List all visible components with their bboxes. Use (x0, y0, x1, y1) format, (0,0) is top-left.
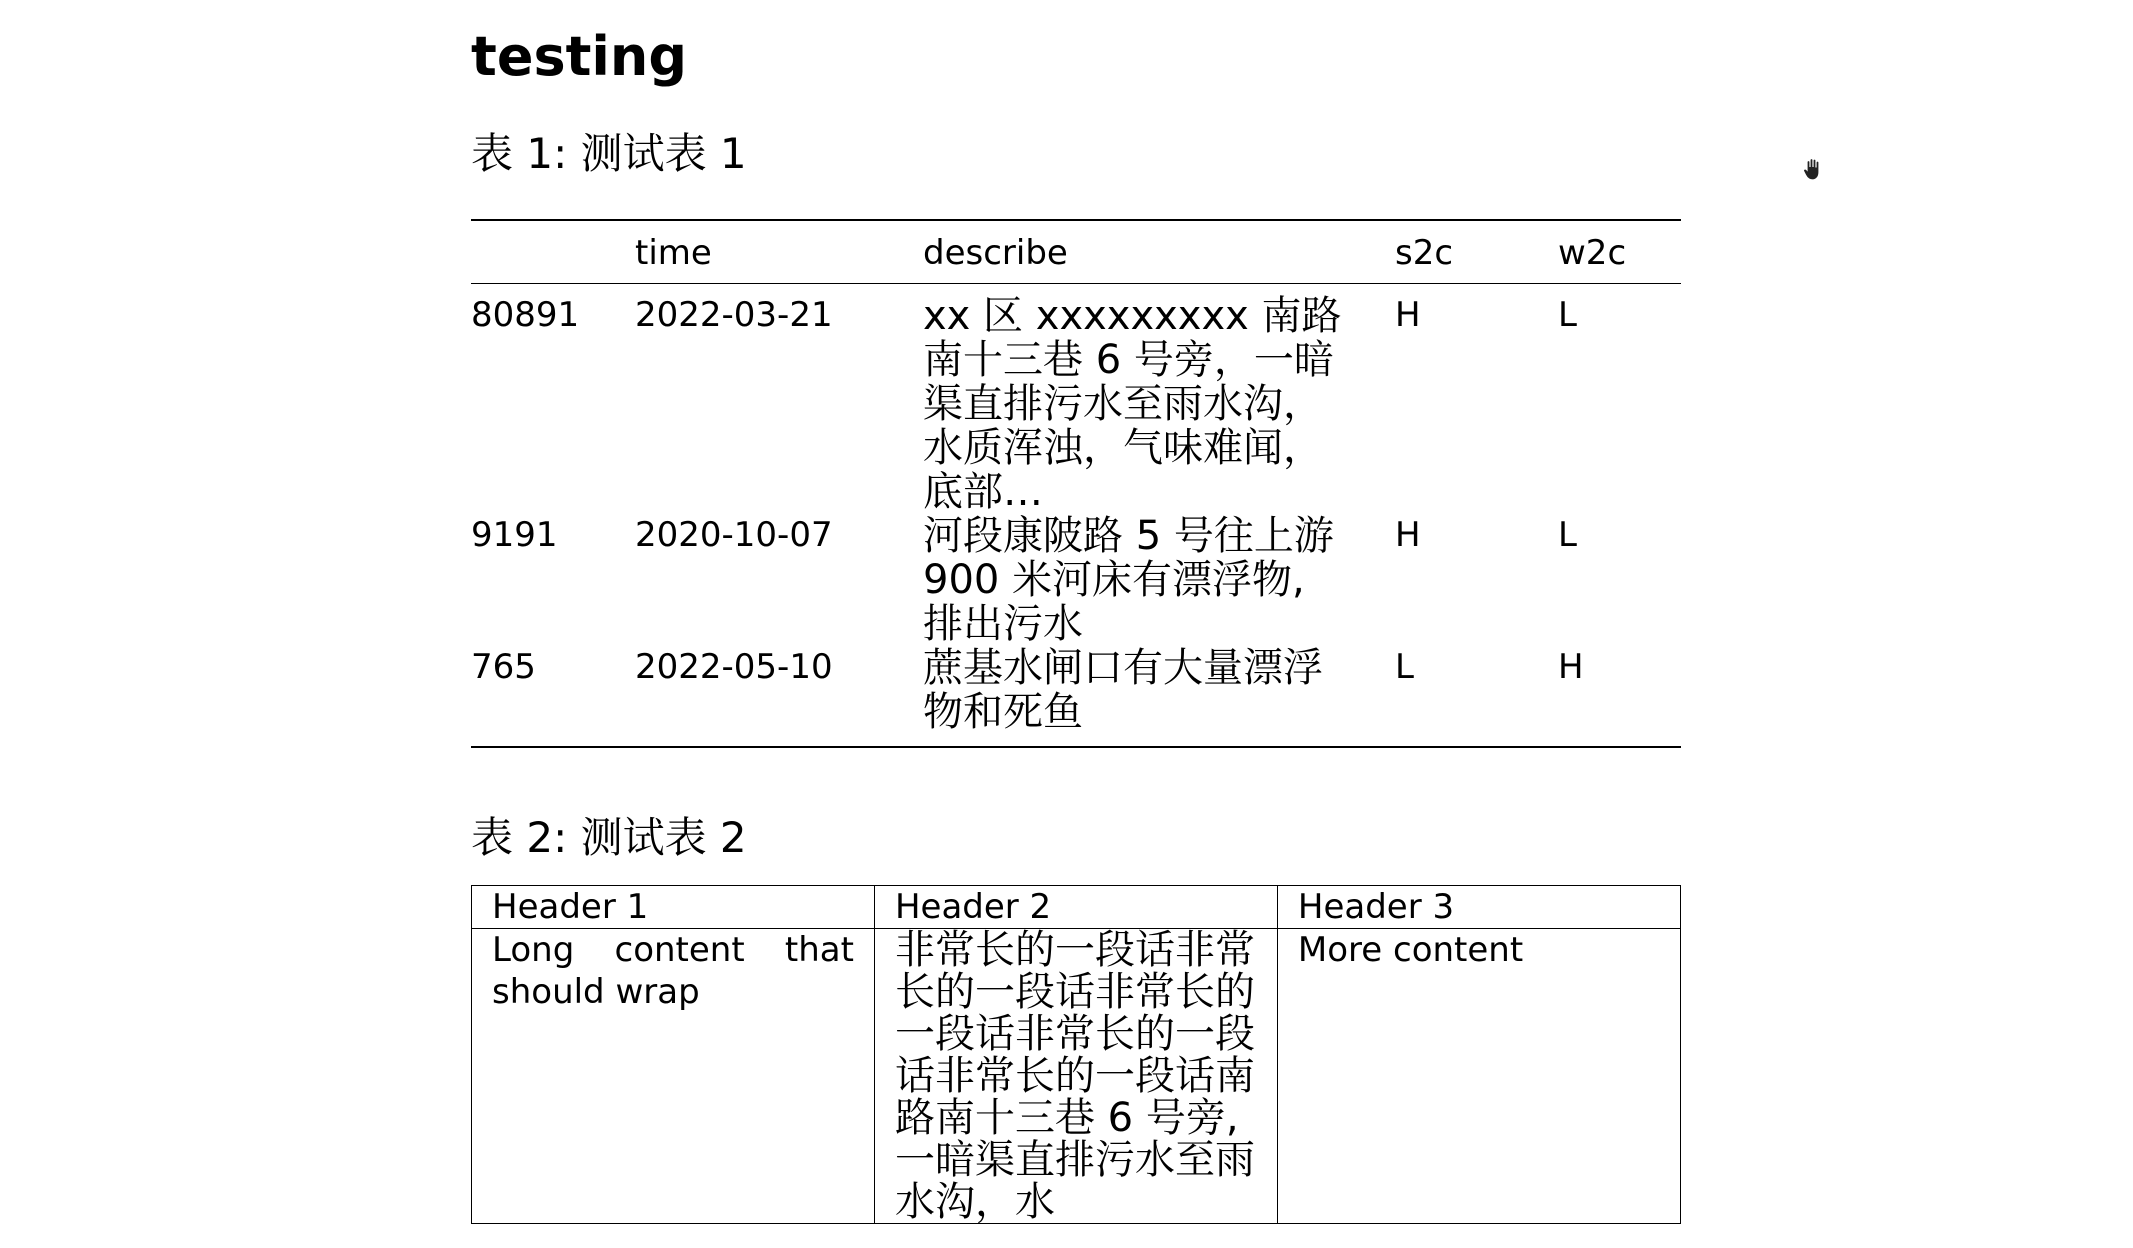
table2-header-row (472, 886, 1681, 929)
table1-cell-time: 2020-10-07 (635, 515, 833, 555)
table1-header-describe: describe (923, 233, 1068, 273)
table1-cell-id: 9191 (471, 515, 558, 555)
table2-header-2: Header 2 (874, 886, 1277, 929)
table1-header-w2c: w2c (1558, 233, 1627, 273)
table1-header-time: time (635, 233, 712, 273)
table2-header-1: Header 1 (472, 886, 875, 929)
table2-cell-1: Long content that should wrap (472, 929, 875, 1224)
table1-cell-describe: 蔗基水闸口有大量漂浮物和死鱼 (923, 645, 1323, 735)
table1-cell-s2c: H (1395, 295, 1421, 335)
table1-cell-describe: xx 区 xxxxxxxxx 南路南十三巷 6 号旁，一暗渠直排污水至雨水沟，水质浑浊，气味难闻，底部… (923, 293, 1342, 515)
table1-cell-w2c: L (1558, 515, 1577, 555)
table1-cell-time: 2022-03-21 (635, 295, 833, 335)
table-row (472, 929, 1681, 1224)
table1-header-id (471, 220, 635, 284)
table1-cell-time: 2022-05-10 (635, 647, 833, 687)
table1-cell-id: 765 (471, 647, 536, 687)
table-row (471, 646, 1681, 747)
table2-cell-2: 非常长的一段话非常长的一段话非常长的一段话非常长的一段话非常长的一段话南路南十三巷 6 号旁, 一暗渠直排污水至雨水沟，水 (874, 929, 1277, 1224)
table1-cell-w2c: H (1558, 647, 1584, 687)
table1-cell-s2c: L (1395, 647, 1414, 687)
page-title: testing (471, 25, 687, 88)
table1-header-row (471, 220, 1681, 284)
table1-caption: 表 1: 测试表 1 (471, 129, 747, 178)
table1-cell-w2c: L (1558, 295, 1577, 335)
table2-header-3: Header 3 (1277, 886, 1680, 929)
table2 (471, 885, 1681, 1224)
hand-cursor-icon (1802, 157, 1824, 183)
table1-header-s2c: s2c (1395, 233, 1454, 273)
table1 (471, 219, 1681, 748)
table2-cell-3: More content (1277, 929, 1680, 1224)
table-row (471, 514, 1681, 646)
table1-cell-s2c: H (1395, 515, 1421, 555)
table-row (471, 284, 1681, 515)
table1-cell-describe: 河段康陂路 5 号往上游 900 米河床有漂浮物, 排出污水 (923, 513, 1334, 647)
table2-caption: 表 2: 测试表 2 (471, 813, 747, 862)
table1-cell-id: 80891 (471, 295, 580, 335)
